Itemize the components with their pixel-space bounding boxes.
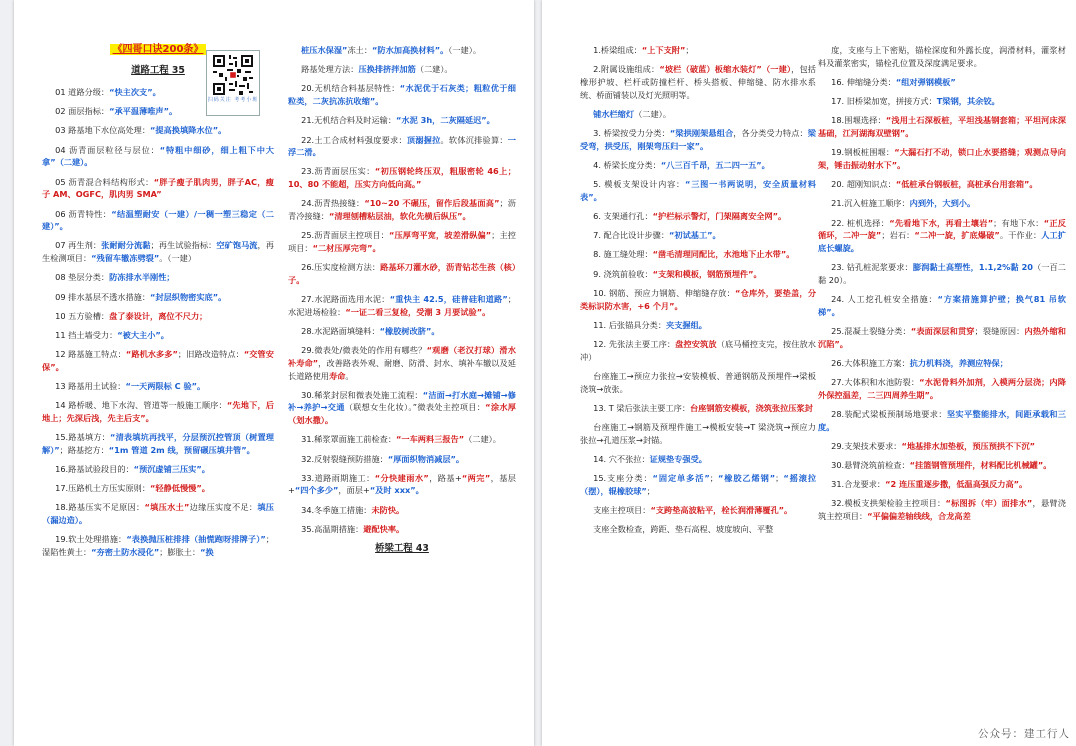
- mnemonic-item: [42, 144, 274, 169]
- item-text: ；路基挖方：: [59, 444, 109, 455]
- item-mnemonic-highlight: “方案措施算护壁；换气81 吊软梯”。: [818, 294, 1066, 317]
- item-mnemonic-highlight: 证规垫专强受。: [649, 453, 707, 464]
- item-text: 09 排水基层不透水措施：: [55, 291, 151, 302]
- item-mnemonic-highlight: “观磨（老汉打球）滑水补寿命”: [288, 345, 516, 368]
- item-text: 20. 超刚知识点：: [831, 179, 896, 190]
- mnemonic-item: [580, 159, 816, 172]
- item-text: 02 面层指标：: [55, 106, 110, 117]
- item-text: （二建）。: [634, 108, 671, 119]
- item-mnemonic-highlight: 夹支握组。: [666, 319, 707, 330]
- item-mnemonic-highlight: “一证二看三复检，受潮 3 月要试验”。: [345, 306, 491, 317]
- item-text: ，改善路表外观、耐磨、防滑、封水、填补车辙以及延长道路使用: [288, 357, 516, 381]
- item-text: 24.沥青热接缝：: [301, 198, 365, 209]
- item-mnemonic-highlight: 盘控安筑放: [675, 338, 717, 349]
- mnemonic-item: [288, 453, 516, 466]
- mnemonic-item: [580, 268, 816, 281]
- item-mnemonic-highlight: “正反循环，二冲一旋”: [818, 217, 1066, 241]
- item-text: 。干作业：: [999, 230, 1042, 241]
- wechat-watermark: 公众号：建工行人: [978, 727, 1070, 740]
- item-text: 31.稀浆罩面施工前检查：: [301, 434, 397, 445]
- item-text: 21.沉入桩施工顺序：: [831, 198, 910, 209]
- item-text: 18.路基压实不足原因：: [55, 502, 145, 513]
- item-mnemonic-highlight: “轻静低慢慢”。: [150, 483, 210, 494]
- item-mnemonic-highlight: “夯密土防水浸化”: [91, 547, 160, 558]
- mnemonic-item: [580, 248, 816, 261]
- item-text: 11 挡土墙受力：: [55, 329, 118, 340]
- item-mnemonic-highlight: “三图一书两说明，安全质量材料表”。: [580, 179, 816, 202]
- item-mnemonic-highlight: “水泥 3h，二灰隔延迟”。: [396, 115, 495, 126]
- item-text: 29.支架技术要求：: [831, 440, 902, 451]
- item-mnemonic-highlight: 坚实平整能排水，间距承载和三度。: [818, 408, 1066, 432]
- mnemonic-item: [818, 197, 1066, 210]
- mnemonic-item: [288, 293, 516, 318]
- item-text: 21.无机结合料及时运输：: [301, 115, 397, 126]
- item-text: 22. 桩机选择：: [831, 217, 890, 228]
- mnemonic-item: [288, 325, 516, 338]
- item-mnemonic-highlight: “一车两料三报告”: [396, 434, 465, 445]
- mnemonic-item: [42, 310, 274, 323]
- item-text: 1.桥梁组成：: [593, 45, 642, 55]
- item-mnemonic-highlight: 盘了泰设计，离位不尺力；: [109, 310, 208, 321]
- mnemonic-item: [818, 114, 1066, 139]
- item-mnemonic-highlight: “封层织物密实底”。: [150, 291, 227, 302]
- bridge-mnemonic-list-continued: [818, 44, 1066, 523]
- qr-caption: 扫码关注 考考小班: [207, 97, 259, 103]
- mnemonic-item: [580, 287, 816, 312]
- item-text: ；: [709, 473, 718, 484]
- item-text: 7. 配合比设计步骤：: [593, 230, 670, 241]
- item-text: 4. 桥梁长度分类：: [593, 159, 661, 170]
- item-text: ；岩石：: [881, 230, 915, 241]
- item-mnemonic-highlight: “护栏标示警灯，门架隔离安全网”。: [652, 211, 787, 222]
- item-text: 28.水泥路面填缝料：: [301, 325, 380, 336]
- item-mnemonic-highlight: “交管安保”。: [42, 349, 274, 372]
- item-mnemonic-highlight: “二材压厚完弯”。: [312, 242, 381, 253]
- item-mnemonic-highlight: 人工扩底长螺旋。: [818, 230, 1066, 253]
- mnemonic-item: [818, 261, 1066, 286]
- qr-code-icon: [211, 53, 255, 97]
- mnemonic-item: [580, 319, 816, 332]
- mnemonic-item: [818, 376, 1066, 401]
- mnemonic-item: [818, 459, 1066, 472]
- item-text: 25.沥青面层主控项目：: [301, 230, 389, 241]
- mnemonic-item: [580, 504, 816, 517]
- mnemonic-item: [42, 208, 274, 233]
- item-text: 5. 模板支架设计内容：: [593, 179, 686, 190]
- mnemonic-item: [42, 482, 274, 495]
- mnemonic-item: [580, 210, 816, 223]
- mnemonic-item: [42, 124, 274, 137]
- item-text: 19.钢板桩围堰：: [831, 147, 895, 158]
- mnemonic-item: [818, 95, 1066, 108]
- item-mnemonic-highlight: “被大主小”。: [117, 329, 169, 340]
- item-mnemonic-highlight: 未防快。: [371, 504, 405, 515]
- item-text: 04 沥青面层粒径与层位：: [55, 144, 160, 155]
- item-mnemonic-highlight: “支架和模板，钢筋预埋件”。: [652, 268, 762, 279]
- document-title-text: 《四哥口诀200条》: [110, 44, 207, 55]
- mnemonic-item: [288, 44, 516, 57]
- item-mnemonic-highlight: “2 连压重逐步撒，低温高强反力高”。: [885, 479, 1028, 490]
- item-text: 9. 浇筑前验收：: [593, 268, 653, 279]
- mnemonic-item: [288, 389, 516, 427]
- item-text: 16.路基试验段目的：: [55, 464, 134, 475]
- item-text: ；主控项目：: [288, 230, 516, 253]
- item-text: 27.大体积和水池防裂：: [831, 377, 920, 388]
- mnemonic-item: [580, 402, 816, 415]
- item-mnemonic-highlight: 避配快率。: [363, 523, 405, 534]
- item-mnemonic-highlight: 桩压水保湿”: [301, 45, 348, 55]
- item-mnemonic-highlight: 内到外，大到小。: [909, 198, 976, 209]
- mnemonic-item: [580, 421, 816, 446]
- item-text: （底马桶控支完，按住放水冲）: [580, 338, 816, 362]
- item-text: 25.混凝土裂缝分类：: [831, 325, 911, 336]
- item-text: 01 道路分级：: [55, 87, 110, 98]
- item-mnemonic-highlight: “1m 管道 2m 线，预留碾压填井管”。: [108, 444, 255, 455]
- item-mnemonic-highlight: “承平温薄唯声”。: [109, 106, 178, 117]
- left-column-2: [288, 44, 516, 746]
- item-text: 16. 伸缩缝分类：: [831, 76, 896, 87]
- item-text: 17. 旧桥梁加宽，拼接方式：: [831, 96, 937, 107]
- item-mnemonic-highlight: “压厚弯平宽，坡差滑纵偏”: [388, 230, 492, 241]
- item-mnemonic-highlight: 顶溺握拉: [406, 134, 441, 145]
- item-mnemonic-highlight: 空矿饱马流: [216, 240, 258, 251]
- item-text: 支座主控项目：: [593, 504, 651, 515]
- mnemonic-item: [42, 348, 274, 373]
- item-text: 12. 先张法主要工序：: [593, 338, 676, 349]
- item-mnemonic-highlight: “上下支附”: [641, 45, 686, 55]
- item-text: 13 路基用土试验：: [55, 381, 126, 392]
- item-mnemonic-highlight: 铺水栏缩灯: [593, 108, 635, 119]
- left-column-1: [42, 42, 274, 746]
- item-mnemonic-highlight: “橡胶乙烯钢”: [717, 473, 776, 484]
- mnemonic-item: [42, 533, 274, 558]
- item-text: ；湿陷性黄土：: [42, 534, 274, 558]
- mnemonic-item: [42, 501, 274, 526]
- item-mnemonic-highlight: “残留车辙冻劈裂”: [91, 253, 160, 264]
- road-mnemonic-list-continued: [288, 44, 516, 536]
- item-mnemonic-highlight: “表面深层和贯穿: [910, 325, 975, 336]
- item-mnemonic-highlight: “组对弹钢模板”: [895, 76, 956, 87]
- item-text: 27.水泥路面选用水泥：: [301, 294, 390, 305]
- item-mnemonic-highlight: “二冲一旋，扩底爆破”: [914, 230, 1000, 241]
- mnemonic-item: [288, 472, 516, 497]
- item-text: 03 路基地下水位高处理：: [55, 125, 151, 136]
- item-text: ；水泥进场检验：: [288, 294, 516, 317]
- item-mnemonic-highlight: “大漏石打不动，锁口止水要搭缝；观测点导向架，锤击振动射水下”。: [818, 147, 1066, 170]
- item-mnemonic-highlight: 抗力机料浇，养测应特保；: [909, 357, 1008, 368]
- item-mnemonic-highlight: 路基环刀灌水砂，沥青钻芯生孩（核）子。: [288, 262, 516, 285]
- mnemonic-item: [580, 127, 816, 152]
- item-mnemonic-highlight: “地基排水加垫板，预压预拱不下沉”: [901, 440, 1036, 451]
- item-text: 20.无机结合料基层特性：: [301, 83, 400, 94]
- mnemonic-item: [288, 197, 516, 222]
- item-mnemonic-highlight: 内热外缩和沉陷”。: [818, 325, 1066, 349]
- mnemonic-item: [580, 44, 816, 57]
- item-text: ，面层+: [338, 485, 370, 496]
- item-text: 15.支座分类：: [593, 473, 653, 484]
- item-mnemonic-highlight: “预沉虚铺三压实”。: [133, 464, 210, 475]
- item-mnemonic-highlight: “固定单多活”: [652, 473, 710, 484]
- item-mnemonic-highlight: “厚面织物消减层”。: [387, 453, 465, 464]
- mnemonic-item: [288, 165, 516, 190]
- item-text: 28.装配式梁板预制场地要求：: [831, 408, 947, 419]
- mnemonic-item: [580, 338, 816, 363]
- item-mnemonic-highlight: “10~20 不碾压，留作后段基面高”: [364, 198, 500, 209]
- mnemonic-item: [42, 431, 274, 456]
- item-mnemonic-highlight: 张耐耐分流黏: [101, 240, 151, 251]
- item-mnemonic-highlight: 寿命: [328, 370, 346, 381]
- mnemonic-item: [818, 146, 1066, 171]
- mnemonic-item: [818, 408, 1066, 433]
- mnemonic-item: [818, 178, 1066, 191]
- item-text: ，包括橡形护坡、栏杆或防撞栏杆、桥头搭板、伸缩缝、防水排水系统、桥面铺装以及灯光照明等。: [580, 64, 816, 100]
- mnemonic-item: [42, 176, 274, 201]
- item-text: 14. 穴不张拉：: [593, 453, 650, 464]
- item-mnemonic-highlight: “分快建雨水”: [374, 472, 429, 483]
- item-text: 24. 人工挖孔桩安全措施：: [831, 294, 938, 305]
- item-mnemonic-highlight: “换: [200, 547, 214, 558]
- mnemonic-item: [288, 229, 516, 254]
- item-mnemonic-highlight: “标图拆（牢）面排水”: [945, 498, 1033, 509]
- item-text: 2.附属设施组成：: [593, 64, 660, 75]
- item-text: 14 路桥暖、地下水沟、管道等一般施工顺序：: [55, 400, 227, 411]
- item-text: ；裂缝原因：: [974, 325, 1025, 336]
- item-text: ；旧路改造特点：: [177, 349, 244, 360]
- item-text: 。软体沉排验算：: [440, 134, 508, 145]
- item-mnemonic-highlight: “浅用土石深板桩，平坦浅基钢套箱；平坦河床深基础，江河湖海双壁钢”。: [818, 115, 1066, 139]
- item-mnemonic-highlight: 台座钢筋安模板，浇筑张拉压浆封: [690, 402, 813, 413]
- item-mnemonic-highlight: “摇滚拉（摆），辊橡胶球”: [580, 473, 816, 496]
- item-text: ；: [775, 473, 784, 484]
- item-mnemonic-highlight: “防水加高换材料”。: [372, 45, 449, 55]
- item-mnemonic-highlight: “先看地下水，再看土壤岩”: [889, 217, 994, 228]
- item-mnemonic-highlight: “胖子瘦子肌肉男，胖子AC，瘦子 AM、OGFC，肌肉男 SMA”: [42, 176, 274, 200]
- qr-code-image: [206, 50, 260, 116]
- item-text: 13. T 梁后张法主要工序：: [593, 402, 691, 413]
- item-text: 29.微表处/微表处的作用有哪些？: [301, 345, 427, 356]
- item-mnemonic-highlight: “表换抛压桩排排（抽慌跑呀排牌子）”: [126, 534, 266, 545]
- item-text: 10. 钢筋、预应力钢筋、伸缩缝存放：: [593, 287, 735, 298]
- item-mnemonic-highlight: “仓库外，要垫盖，分类标识防水害，+6 个月”。: [580, 287, 816, 311]
- mnemonic-item: [818, 325, 1066, 350]
- item-text: 。（一建）: [159, 253, 197, 264]
- item-mnemonic-highlight: “填压水土”: [144, 502, 190, 513]
- road-mnemonic-list: [42, 86, 274, 559]
- mnemonic-item: [818, 357, 1066, 370]
- item-text: 6. 支架通行孔：: [593, 211, 653, 222]
- mnemonic-item: [818, 44, 1066, 69]
- item-text: 35.高温期措施：: [301, 523, 364, 534]
- mnemonic-item: [42, 271, 274, 284]
- mnemonic-item: [288, 114, 516, 127]
- mnemonic-item: [288, 433, 516, 446]
- mnemonic-item: [42, 329, 274, 342]
- bridge-mnemonic-list: [580, 44, 816, 536]
- item-mnemonic-highlight: “挂篮钢管预埋件，材料配比机械罐”。: [909, 460, 1052, 471]
- item-text: 30.稀浆封层和微表处施工流程：: [301, 389, 423, 400]
- item-mnemonic-highlight: “快主次支”。: [109, 87, 161, 98]
- mnemonic-item: [288, 63, 516, 76]
- item-mnemonic-highlight: “洁面→打水庭→摊铺→修补→养护→交通: [288, 389, 516, 413]
- item-text: （二建）。: [464, 434, 501, 445]
- mnemonic-item: [580, 178, 816, 203]
- mnemonic-item: [42, 463, 274, 476]
- item-mnemonic-highlight: “凿毛清理同配比，水池地下止水带”。: [652, 249, 795, 260]
- mnemonic-item: [580, 370, 816, 395]
- item-text: 17.压路机土方压实原则：: [55, 483, 151, 494]
- item-text: ，各分类受力特点：: [733, 128, 808, 139]
- item-text: （一建）。: [448, 45, 482, 55]
- item-text: ，再生检测项目：: [42, 240, 274, 264]
- mnemonic-item: [818, 478, 1066, 491]
- item-mnemonic-highlight: “特粗中细砂，细上粗下中大拿”（二建）。: [42, 144, 274, 168]
- mnemonic-item: [42, 399, 274, 424]
- item-text: 33.道路雨期施工：: [301, 472, 375, 483]
- item-mnemonic-highlight: “涂水厚（划水撒）。: [288, 402, 516, 426]
- item-text: 台座施工→预应力张拉→安装模板、普通钢筋及预埋件→梁板浇筑→放张。: [580, 370, 816, 394]
- item-text: 26.大体积施工方案：: [831, 357, 910, 368]
- item-mnemonic-highlight: 压换排挤拌加筋: [358, 64, 416, 75]
- item-mnemonic-highlight: “结温塑耐安（一建）/一稠一塑三稳定（二建）”。: [42, 208, 274, 232]
- item-text: 07 再生剂：: [55, 240, 102, 251]
- item-mnemonic-highlight: “四个多少”: [294, 485, 339, 496]
- item-text: （一百二黏 20）。: [818, 262, 1066, 285]
- mnemonic-item: [580, 453, 816, 466]
- item-text: 26.压实度检测方法：: [301, 262, 381, 273]
- item-mnemonic-highlight: “水泥优于石灰类；粗粒优于细粒类，二灰抗冻抗收缩”。: [288, 83, 516, 107]
- mnemonic-item: [288, 134, 516, 159]
- item-text: 23. 钻孔桩泥浆要求：: [831, 262, 913, 273]
- item-text: 度，支座与上下密贴，锚栓深度和外露长度，润滑材料，灌浆材料及灌浆密实，锚栓孔位置及深度满足要求。: [818, 45, 1066, 68]
- item-mnemonic-highlight: “先地下，后地上；先深后浅，先主后支”。: [42, 400, 274, 423]
- item-text: 31.合龙要求：: [831, 479, 886, 490]
- mnemonic-item: [42, 239, 274, 264]
- section-heading-bridge: 桥梁工程 43: [375, 543, 429, 555]
- mnemonic-item: [288, 261, 516, 286]
- document-page-left: [14, 0, 534, 746]
- item-text: 10 五方验槽：: [55, 310, 110, 321]
- item-text: 支座全数检查，跨距、垫石高程、坡度坡向、平整: [593, 524, 774, 535]
- right-column-2: [818, 44, 1066, 746]
- item-text: 。: [345, 370, 354, 381]
- item-text: 台座施工→钢筋及预埋件施工→模板安装→T 梁浇筑→预应力张拉→孔道压浆→封锚。: [580, 421, 816, 445]
- mnemonic-item: [580, 108, 816, 121]
- mnemonic-item: [818, 217, 1066, 255]
- item-mnemonic-highlight: “梁拱刚架悬组合: [669, 128, 734, 139]
- item-text: ；: [685, 45, 694, 55]
- item-mnemonic-highlight: “两完”: [461, 472, 491, 483]
- item-mnemonic-highlight: 防冻排水半刚性；: [109, 272, 175, 283]
- item-text: 冻土：: [347, 45, 373, 55]
- item-mnemonic-highlight: “初压钢轮终压双，粗服密轮 46上；10、80 不能超，压实方向低向高。”: [288, 166, 516, 190]
- item-mnemonic-highlight: “一天两限标 C 验”。: [125, 381, 206, 392]
- item-text: 23.沥青面层压实：: [301, 166, 375, 177]
- item-text: ，路基+: [428, 472, 462, 483]
- mnemonic-item: [818, 76, 1066, 89]
- item-mnemonic-highlight: T梁钢，其余铰。: [936, 96, 1000, 107]
- mnemonic-item: [580, 472, 816, 497]
- item-mnemonic-highlight: 梁受弯，拱受压，刚架弯压归一家”。: [580, 128, 816, 151]
- item-text: 34.冬季施工措施：: [301, 504, 372, 515]
- item-text: 32.模板支拱架检验主控项目：: [831, 498, 946, 509]
- mnemonic-item: [818, 440, 1066, 453]
- mnemonic-item: [288, 82, 516, 107]
- item-text: （二建）。: [415, 64, 453, 75]
- mnemonic-item: [288, 344, 516, 382]
- item-text: ，基层+: [288, 472, 516, 496]
- item-mnemonic-highlight: “路机水多多”: [125, 349, 178, 360]
- right-column-1: [580, 44, 816, 746]
- item-text: 22.土工合成材料强度要求：: [301, 134, 407, 145]
- item-mnemonic-highlight: “坡栏（破蓝）板缩水装灯”（一建）: [659, 64, 792, 75]
- item-text: 8. 施工缝处理：: [593, 249, 653, 260]
- item-text: ；: [646, 485, 655, 496]
- item-text: 12 路基施工特点：: [55, 349, 126, 360]
- item-text: 18.围堰选择：: [831, 115, 886, 126]
- item-mnemonic-highlight: “平偏偏差轴线线，合龙高差: [867, 511, 971, 522]
- item-mnemonic-highlight: “提高换填降水位”。: [150, 125, 227, 136]
- item-mnemonic-highlight: “橡胶树改脐”。: [379, 325, 440, 336]
- item-mnemonic-highlight: 填压（漏边造）。: [42, 502, 274, 526]
- item-text: 06 沥青特性：: [55, 208, 112, 219]
- item-text: 08 垫层分类：: [55, 272, 110, 283]
- item-mnemonic-highlight: “清理刨槽粘层油，软化先横后纵压”。: [328, 211, 471, 222]
- item-text: ，悬臂浇筑主控项目：: [818, 498, 1066, 522]
- mnemonic-item: [818, 293, 1066, 318]
- mnemonic-item: [580, 63, 816, 101]
- item-text: 32.反射裂缝预防措施：: [301, 453, 388, 464]
- item-text: ；再生试验指标：: [150, 240, 217, 251]
- item-mnemonic-highlight: “重快主 42.5，硅普硅和道路”: [389, 294, 508, 305]
- item-mnemonic-highlight: “水泥骨料外加剂，入模两分层浇；内降外保控温差，二三四周养生期”。: [818, 377, 1066, 400]
- mnemonic-item: [580, 229, 816, 242]
- item-text: ；膨胀土：: [159, 547, 201, 558]
- section-heading-road: 道路工程 35: [131, 64, 185, 76]
- mnemonic-item: [42, 291, 274, 304]
- item-text: 路基处理方法：: [301, 64, 359, 75]
- item-mnemonic-highlight: 一浮二滑。: [288, 134, 516, 158]
- item-text: 3. 桥梁按受力分类：: [593, 128, 670, 139]
- item-text: 30.悬臂浇筑前检查：: [831, 460, 910, 471]
- item-text: （联想女生化妆）。”微表处主控项目：: [344, 402, 486, 413]
- mnemonic-item: [580, 523, 816, 536]
- mnemonic-item: [42, 380, 274, 393]
- mnemonic-item: [288, 504, 516, 517]
- document-page-right: [542, 0, 1076, 746]
- item-mnemonic-highlight: “低桩承台钢板桩，高桩承台用套箱”。: [895, 179, 1038, 190]
- mnemonic-item: [288, 523, 516, 536]
- item-mnemonic-highlight: “八三百千昂，五二四一五”。: [660, 159, 770, 170]
- item-mnemonic-highlight: “初试基工”。: [669, 230, 721, 241]
- item-text: 05 沥青混合料结构形式：: [55, 176, 154, 187]
- item-mnemonic-highlight: “及时 xxx”。: [369, 485, 424, 496]
- item-text: 19.软土处理措施：: [55, 534, 127, 545]
- item-mnemonic-highlight: “清表填坑再找平，分层预沉控管顶（树置理解）”: [42, 432, 274, 455]
- item-text: 边缘压实度不足：: [189, 502, 258, 513]
- item-text: ；沥青冷接缝：: [288, 198, 516, 222]
- item-mnemonic-highlight: “支跨垫高波粘平，栓长润滑薄覆孔”。: [650, 504, 793, 515]
- item-text: ；有地下水：: [993, 217, 1044, 228]
- mnemonic-item: [818, 497, 1066, 522]
- item-text: 15.路基填方：: [55, 432, 111, 443]
- item-text: 11. 后张锚具分类：: [593, 319, 667, 330]
- item-mnemonic-highlight: 膨润黏土高塑性，1.1,2%黏 20: [912, 262, 1033, 273]
